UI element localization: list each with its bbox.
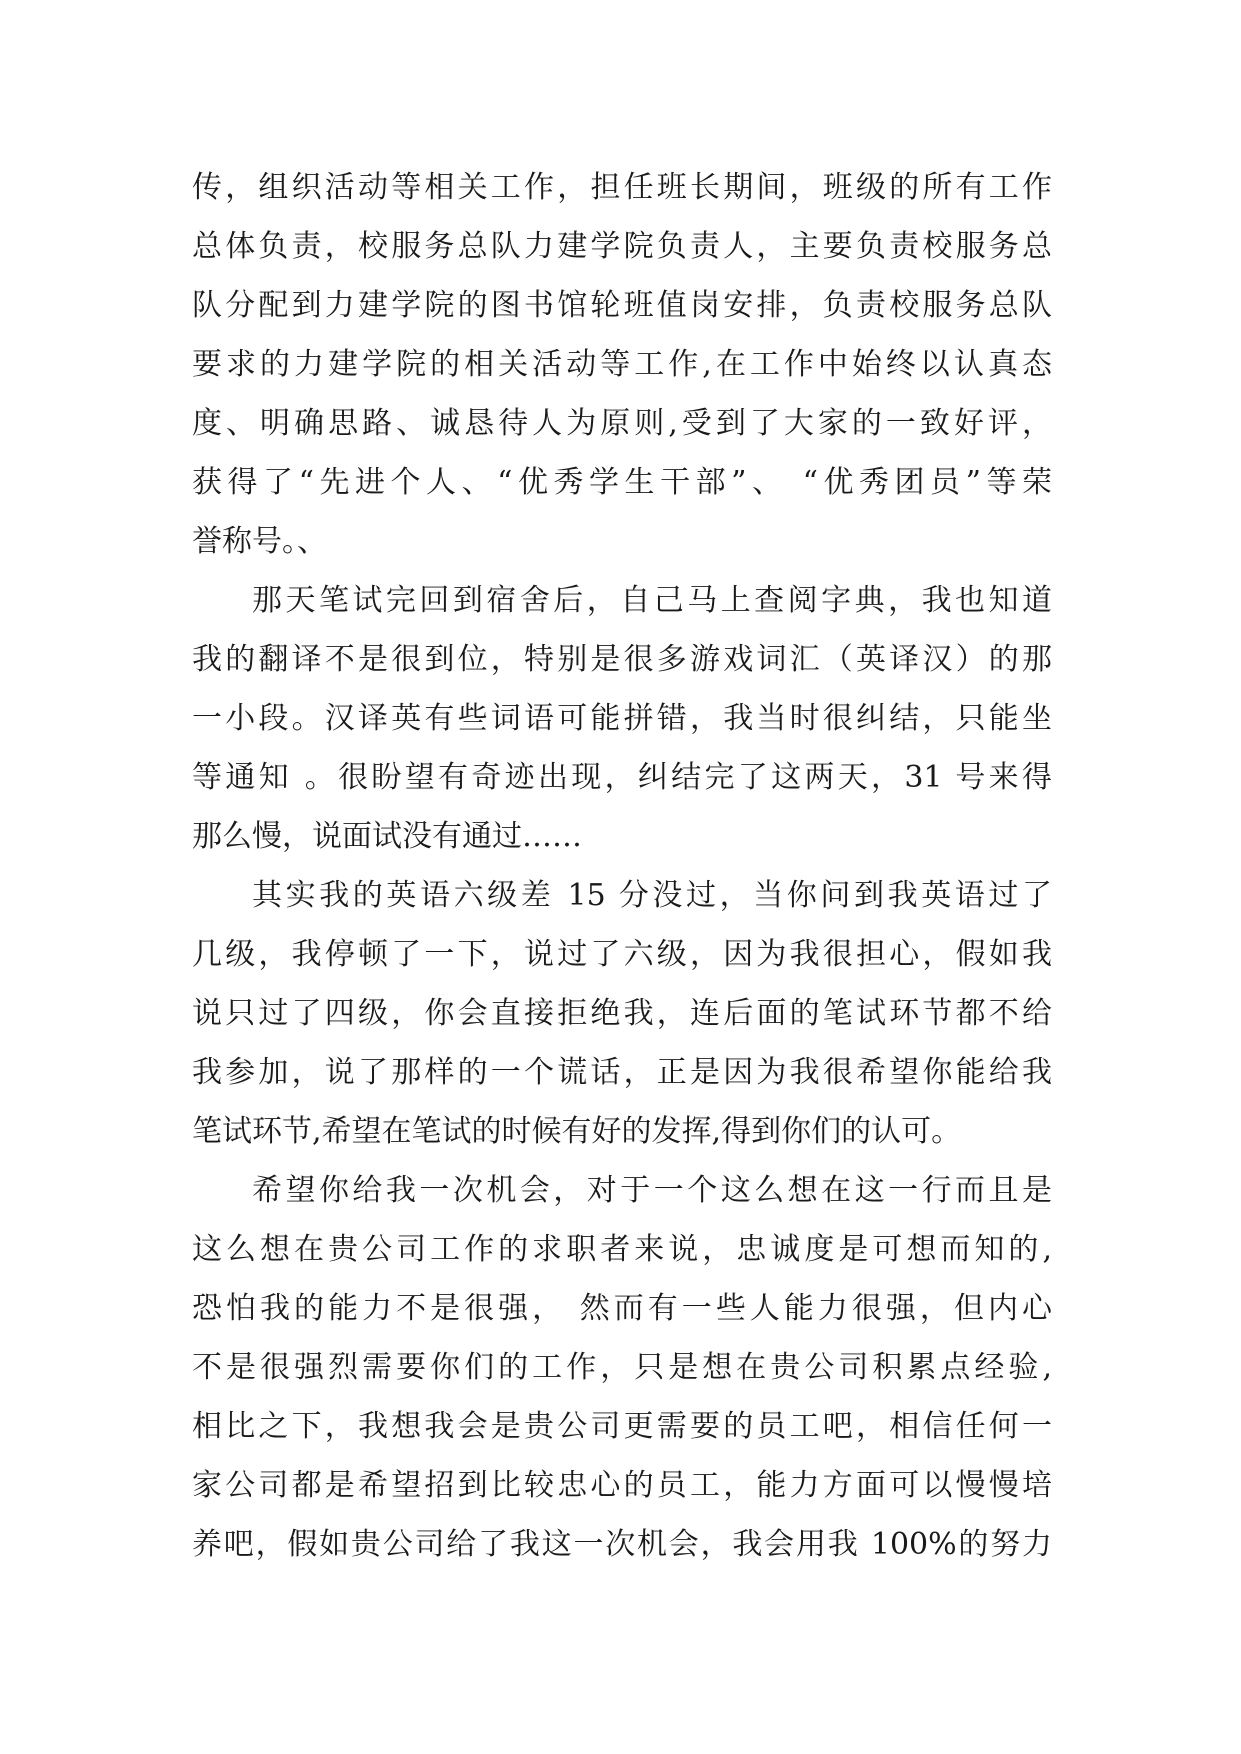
text-line: 总体负责，校服务总队力建学院负责人，主要负责校服务总 xyxy=(192,229,1052,264)
text-line: 相比之下，我想我会是贵公司更需要的员工吧，相信任何一 xyxy=(192,1409,1052,1444)
text-line: 说只过了四级，你会直接拒绝我，连后面的笔试环节都不给 xyxy=(192,996,1052,1031)
text-line: 其实我的英语六级差 15 分没过，当你问到我英语过了 xyxy=(252,878,1052,913)
text-line: 这么想在贵公司工作的求职者来说，忠诚度是可想而知的, xyxy=(192,1232,1052,1267)
paragraph-1 xyxy=(192,158,1052,571)
paragraph-2 xyxy=(192,571,1052,866)
paragraph-3 xyxy=(192,866,1052,1161)
text-line: 等通知 。很盼望有奇迹出现，纠结完了这两天，31 号来得 xyxy=(192,760,1052,795)
text-line: 一小段。汉译英有些词语可能拼错，我当时很纠结，只能坐 xyxy=(192,701,1052,736)
text-line: 笔试环节,希望在笔试的时候有好的发挥,得到你们的认可。 xyxy=(192,1114,962,1149)
text-line: 几级，我停顿了一下，说过了六级，因为我很担心，假如我 xyxy=(192,937,1052,972)
text-line: 家公司都是希望招到比较忠心的员工，能力方面可以慢慢培 xyxy=(192,1468,1052,1503)
text-line: 我参加，说了那样的一个谎话，正是因为我很希望你能给我 xyxy=(192,1055,1052,1090)
text-line: 不是很强烈需要你们的工作，只是想在贵公司积累点经验, xyxy=(192,1350,1052,1385)
text-line: 那天笔试完回到宿舍后，自己马上查阅字典，我也知道 xyxy=(252,583,1052,618)
text-line: 我的翻译不是很到位，特别是很多游戏词汇（英译汉）的那 xyxy=(192,642,1052,677)
text-line: 养吧，假如贵公司给了我这一次机会，我会用我 100%的努力 xyxy=(192,1527,1052,1562)
text-line: 希望你给我一次机会，对于一个这么想在这一行而且是 xyxy=(252,1173,1052,1208)
document-body xyxy=(192,158,1052,1574)
text-line: 队分配到力建学院的图书馆轮班值岗安排，负责校服务总队 xyxy=(192,288,1052,323)
text-line: 要求的力建学院的相关活动等工作,在工作中始终以认真态 xyxy=(192,347,1052,382)
text-line: 获得了“先进个人、“优秀学生干部”、 “优秀团员”等荣 xyxy=(192,465,1052,500)
text-line: 度、明确思路、诚恳待人为原则,受到了大家的一致好评， xyxy=(192,406,1052,441)
text-line: 恐怕我的能力不是很强， 然而有一些人能力很强，但内心 xyxy=(192,1291,1052,1326)
text-line: 誉称号。、 xyxy=(192,524,327,559)
text-line: 那么慢，说面试没有通过…… xyxy=(192,819,582,854)
paragraph-4 xyxy=(192,1161,1052,1574)
text-line: 传，组织活动等相关工作，担任班长期间，班级的所有工作 xyxy=(192,170,1052,205)
